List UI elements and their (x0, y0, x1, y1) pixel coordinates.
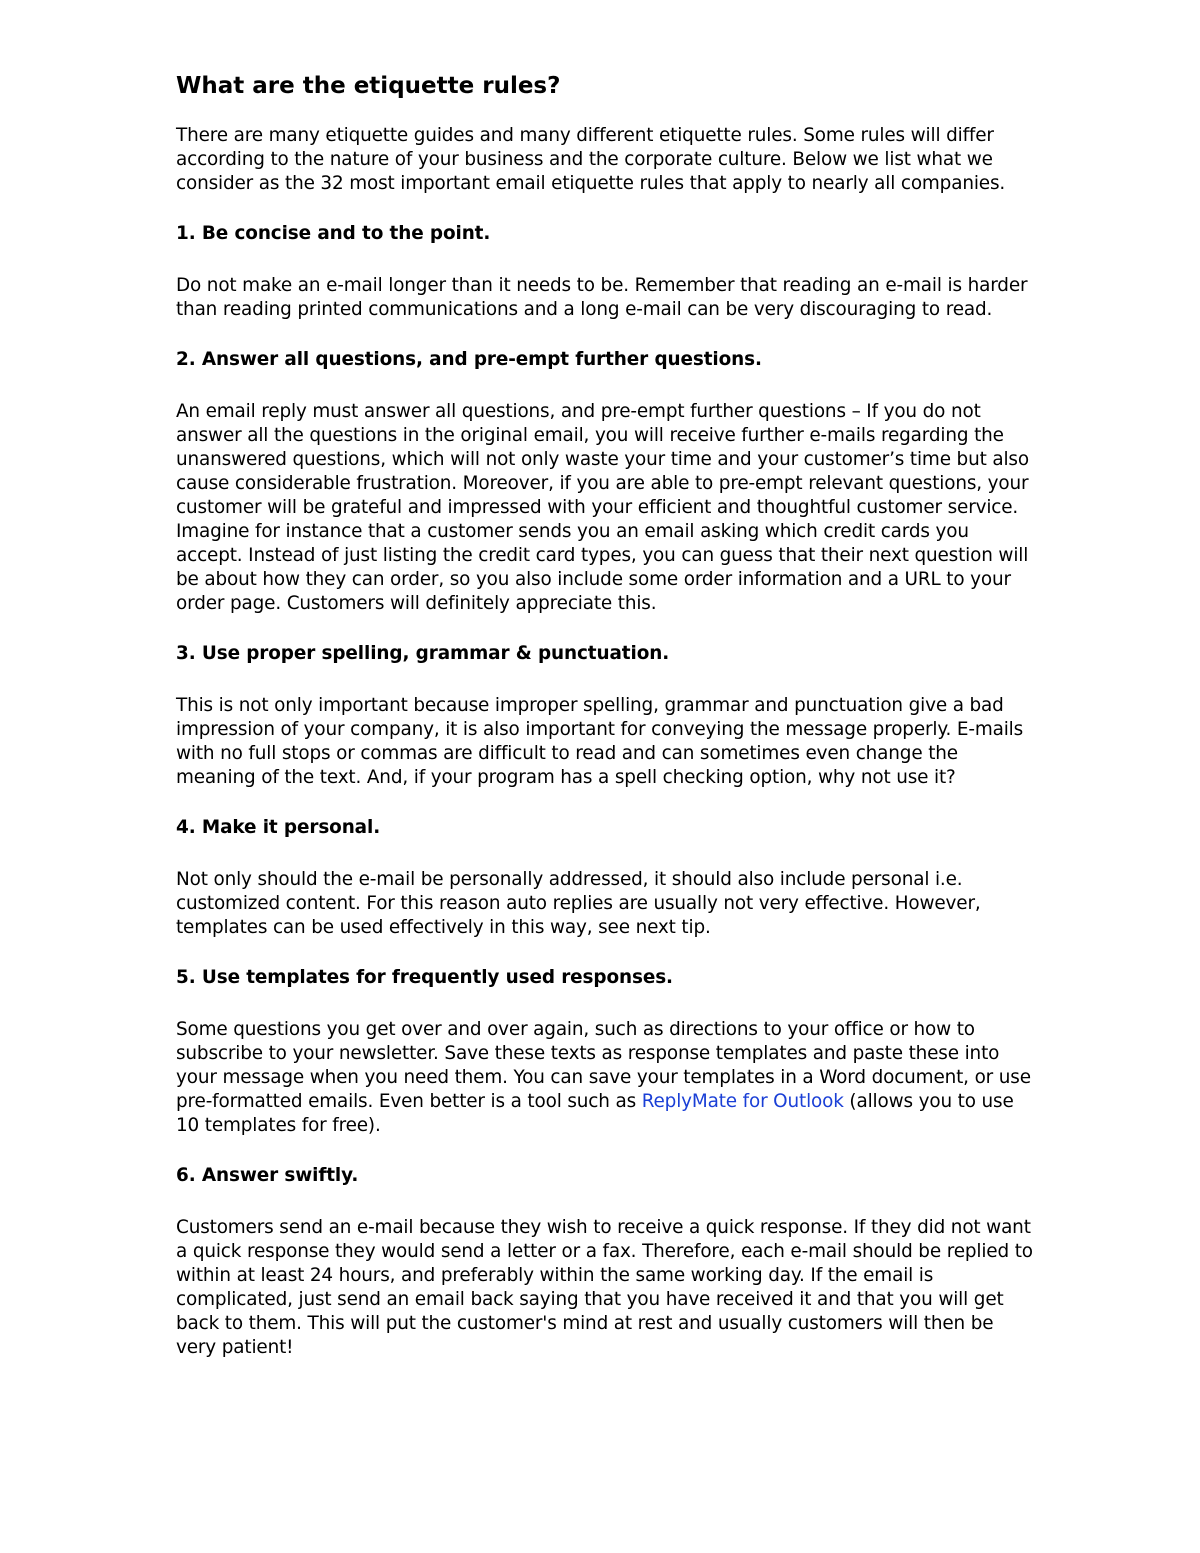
document-page (176, 70, 1036, 1386)
rule-4-heading: 4. Make it personal. (176, 817, 381, 838)
rule-1-body: Do not make an e-mail longer than it needs to be. Remember that reading an e-mail is harder than reading printed communications and a long e-mail can be very discouraging to read. (176, 275, 1028, 320)
rule-4-body: Not only should the e-mail be personally addressed, it should also include personal i.e. customized content. For this reason auto replies are usually not very effective. However, templates can be used effectively in this way, see next tip. (176, 869, 981, 938)
rule-6-body: Customers send an e-mail because they wish to receive a quick response. If they did not want a quick response they would send a letter or a fax. Therefore, each e-mail should be replied to within at least 24 hours, and preferably within the same working day. If the email is complicated, just send an email back saying that you have received it and that you will get back to them. This will put the customer's mind at rest and usually customers will then be very patient! (176, 1217, 1033, 1358)
rule-2-heading: 2. Answer all questions, and pre-empt further questions. (176, 349, 762, 370)
rule-3-body: This is not only important because improper spelling, grammar and punctuation give a bad impression of your company, it is also important for conveying the message properly. E-mails with no full stops or commas are difficult to read and can sometimes even change the meaning of the text. And, if your program has a spell checking option, why not use it? (176, 695, 1024, 788)
rule-6-heading: 6. Answer swiftly. (176, 1165, 359, 1186)
rule-2-body: An email reply must answer all questions, and pre-empt further questions – If you do not answer all the questions in the original email, you will receive further e-mails regarding the unanswered questions, which will not only waste your time and your customer’s time but also cause considerable frustration. Moreover, if you are able to pre-empt relevant questions, your customer will be grateful and impressed with your efficient and thoughtful customer service. Imagine for instance that a customer sends you an email asking which credit cards you accept. Instead of just listing the credit card types, you can guess that their next question will be about how they can order, so you also include some order information and a URL to your order page. Customers will definitely appreciate this. (176, 401, 1029, 614)
rule-5-heading: 5. Use templates for frequently used responses. (176, 967, 673, 988)
rule-3-heading: 3. Use proper spelling, grammar & punctuation. (176, 643, 670, 664)
page-title: What are the etiquette rules? (176, 73, 561, 99)
rule-5-body (176, 1018, 1036, 1138)
intro-paragraph: There are many etiquette guides and many different etiquette rules. Some rules will differ according to the nature of your business and the corporate culture. Below we list what we consider as the 32 most important email etiquette rules that apply to nearly all companies. (176, 125, 1006, 194)
rule-1-heading: 1. Be concise and to the point. (176, 223, 491, 244)
rule-5-body-text-end: (allows you to use 10 templates for free). (176, 1091, 1014, 1136)
rule-5-body-text: Some questions you get over and over again, such as directions to your office or how to subscribe to your newsletter. Save these texts as response templates and paste these into your message when you need them. You can save your templates in a Word document, or use pre-formatted emails. Even better is a tool such as (176, 1019, 1031, 1112)
replymate-link[interactable]: ReplyMate for Outlook (641, 1091, 844, 1112)
